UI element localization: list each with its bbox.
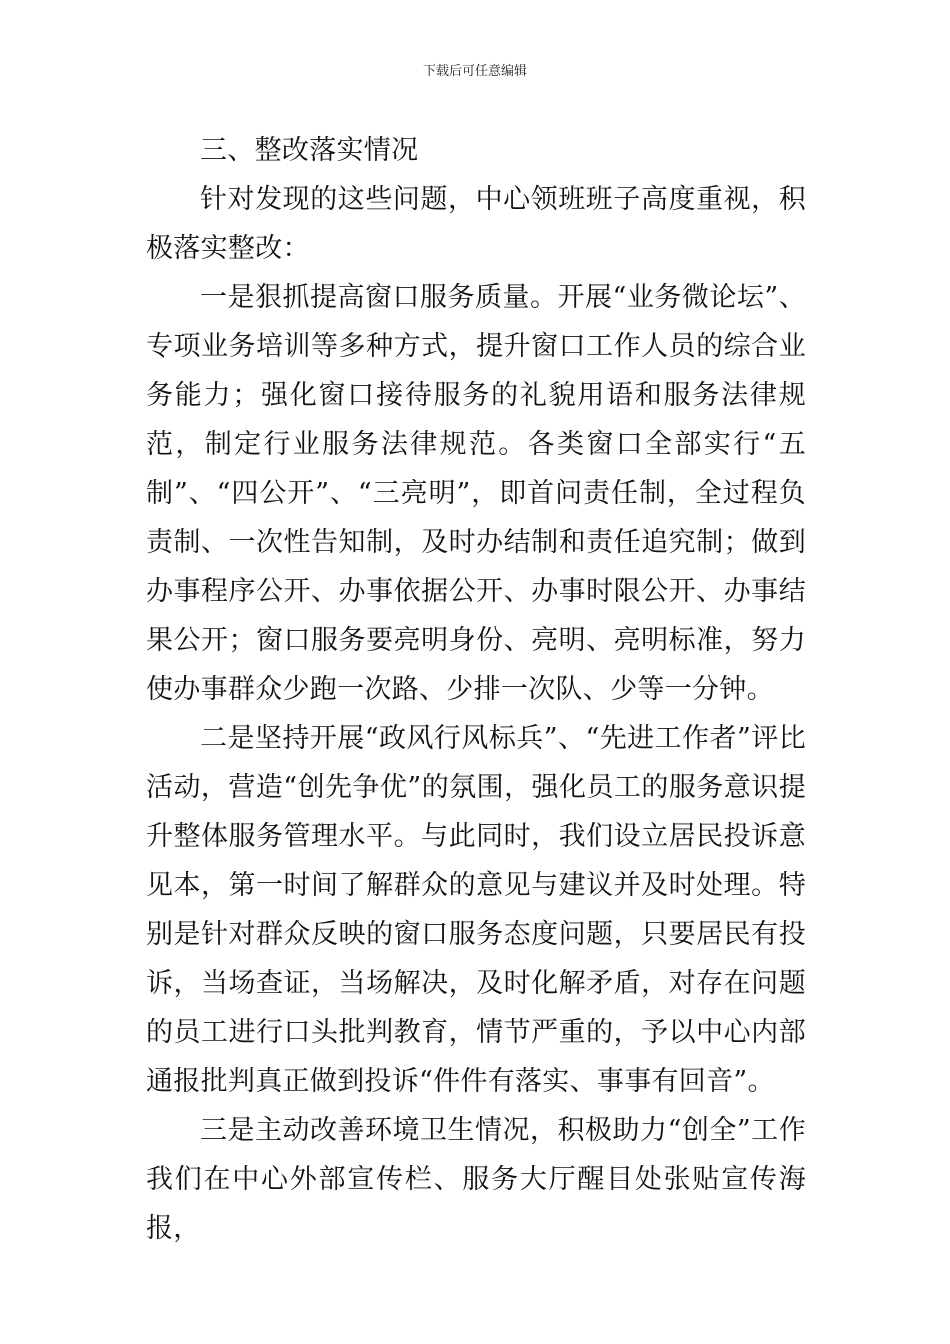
page-header-note: 下载后可任意编辑	[422, 64, 527, 79]
paragraph-one: 一是狠抓提高窗口服务质量。开展“业务微论坛”、专项业务培训等多种方式，提升窗口工作人员的综合业务能力；强化窗口接待服务的礼貌用语和服务法律规范，制定行业服务法律规范。各类窗口全部实行“五制”、“四公开”、“三亮明”，即首问责任制，全过程负责制、一次性告知制，及时办结制和责任追究制；做到办事程序公开、办事依据公开、办事时限公开、办事结果公开；窗口服务要亮明身份、亮明、亮明标准，努力使办事群众少跑一次路、少排一次队、少等一分钟。	[146, 282, 806, 705]
paragraph-three: 三是主动改善环境卫生情况，积极助力“创全”工作我们在中心外部宣传栏、服务大厅醒目处张贴宣传海报，	[146, 1115, 806, 1244]
document-body	[146, 126, 806, 1253]
paragraph-intro: 针对发现的这些问题，中心领班班子高度重视，积极落实整改：	[146, 184, 806, 264]
paragraph-two: 二是坚持开展“政风行风标兵”、“先进工作者”评比活动，营造“创先争优”的氛围，强化员工的服务意识提升整体服务管理水平。与此同时，我们设立居民投诉意见本，第一时间了解群众的意见与建议并及时处理。特别是针对群众反映的窗口服务态度问题，只要居民有投诉，当场查证，当场解决，及时化解矛盾，对存在问题的员工进行口头批判教育，情节严重的，予以中心内部通报批判真正做到投诉“件件有落实、事事有回音”。	[146, 723, 806, 1097]
section-heading: 三、整改落实情况	[200, 135, 419, 166]
